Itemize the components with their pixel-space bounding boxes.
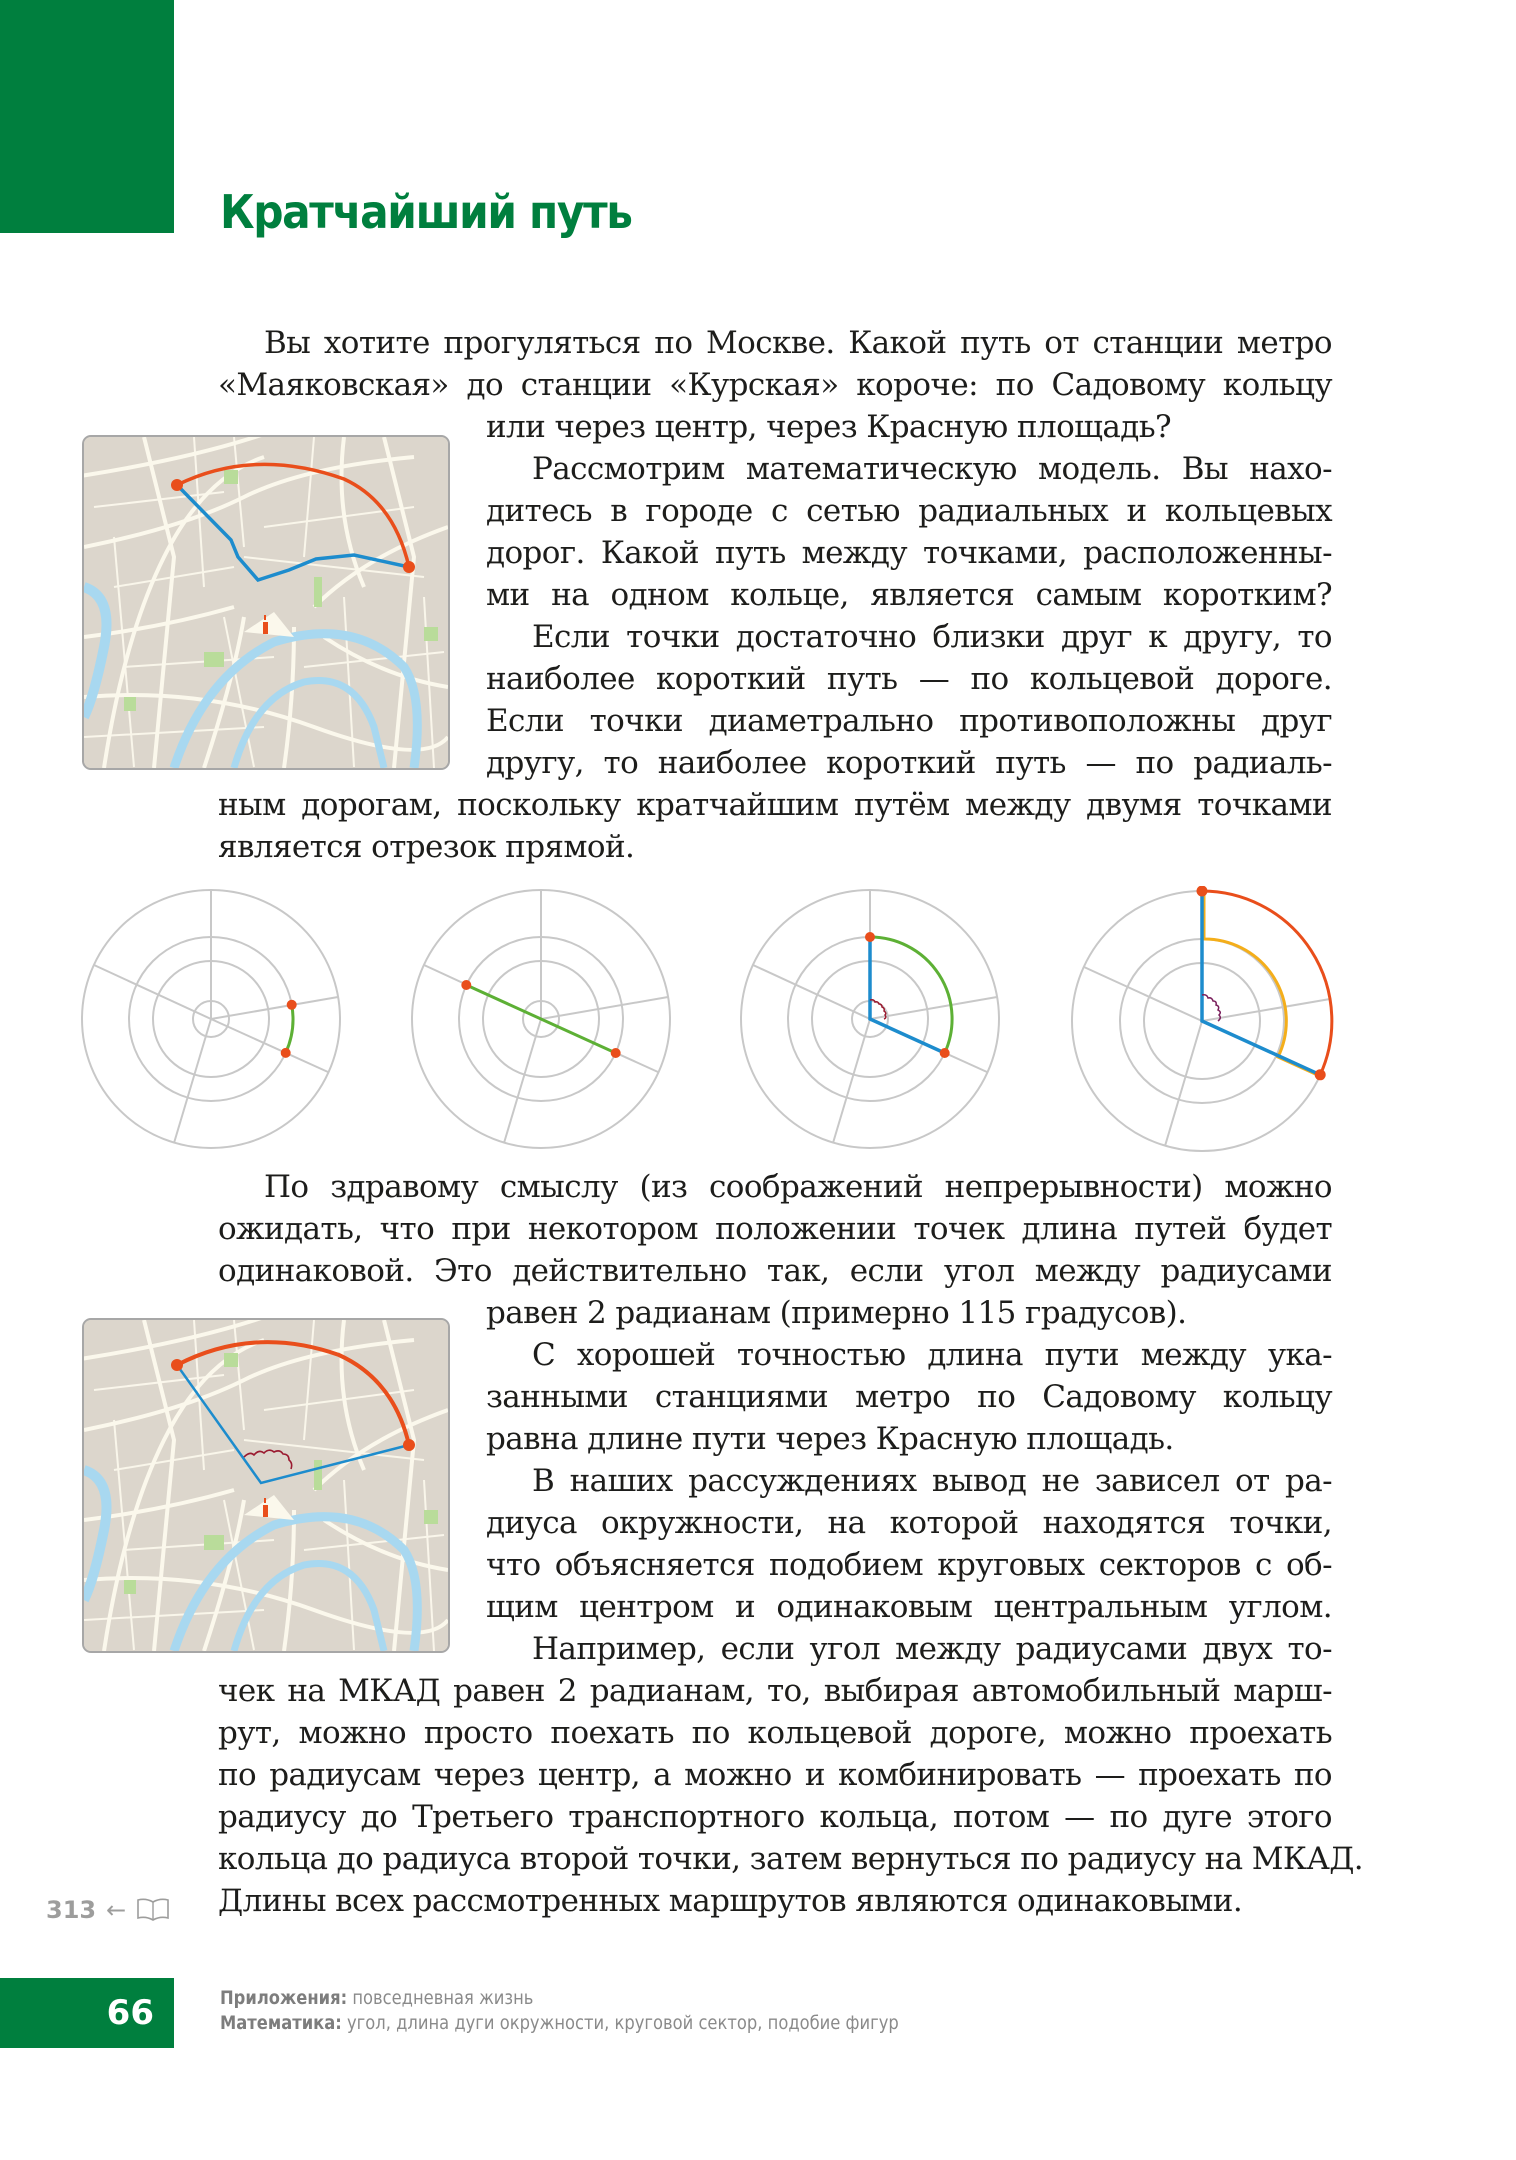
- header-color-block: [0, 0, 174, 233]
- text-line: чек на МКАД равен 2 радианам, то, выбирая автомобильный марш-: [218, 1673, 1332, 1709]
- text-line: Длины всех рассмотренных маршрутов являются одинаковыми.: [218, 1883, 1243, 1919]
- text-line: по радиусам через центр, а можно и комбинировать — проехать по: [218, 1757, 1332, 1793]
- text-line: кольца до радиуса второй точки, затем вернуться по радиусу на МКАД.: [218, 1841, 1364, 1877]
- applications-value: повседневная жизнь: [352, 1987, 534, 2009]
- text-line: или через центр, через Красную площадь?: [486, 409, 1172, 445]
- text-line: является отрезок прямой.: [218, 829, 635, 865]
- map-figure-2: [82, 1318, 450, 1653]
- ring-diagram-4: [1065, 886, 1340, 1161]
- text-line: что объясняется подобием круговых секторов с об-: [486, 1547, 1332, 1583]
- text-line: С хорошей точностью длина пути между ука-: [532, 1337, 1332, 1373]
- text-line: диуса окружности, на которой находятся точки,: [486, 1505, 1332, 1541]
- moscow-map-illustration: [84, 1320, 448, 1651]
- text-line: Рассмотрим математическую модель. Вы нахо-: [532, 451, 1332, 487]
- text-line: равна длине пути через Красную площадь.: [486, 1421, 1174, 1457]
- book-icon: [136, 1897, 170, 1923]
- applications-label: Приложения:: [220, 1987, 348, 2009]
- text-line: щим центром и одинаковым центральным углом.: [486, 1589, 1332, 1625]
- footer-metadata: [220, 1986, 899, 2036]
- math-label: Математика:: [220, 2012, 342, 2034]
- text-line: «Маяковская» до станции «Курская» короче: по Садовому кольцу: [218, 367, 1332, 403]
- ring-diagram-2: [406, 886, 676, 1156]
- text-line: дорог. Какой путь между точками, расположенны-: [486, 535, 1332, 571]
- math-value: угол, длина дуги окружности, круговой сектор, подобие фигур: [346, 2012, 899, 2034]
- text-line: другу, то наиболее короткий путь — по радиаль-: [486, 745, 1332, 781]
- text-line: Если точки достаточно близки друг к другу, то: [532, 619, 1332, 655]
- page-number-box: [0, 1978, 174, 2048]
- text-line: ным дорогам, поскольку кратчайшим путём между двумя точками: [218, 787, 1332, 823]
- map-figure-1: [82, 435, 450, 770]
- ring-diagram-3: [735, 886, 1005, 1156]
- text-line: Например, если угол между радиусами двух то-: [532, 1631, 1332, 1667]
- text-line: рут, можно просто поехать по кольцевой дороге, можно проехать: [218, 1715, 1332, 1751]
- applications-line: [220, 1986, 899, 2011]
- ring-diagram-1: [76, 886, 346, 1156]
- moscow-map-illustration: [84, 437, 448, 768]
- text-line: одинаковой. Это действительно так, если угол между радиусами: [218, 1253, 1332, 1289]
- page-number: 66: [106, 1993, 154, 2033]
- text-line: радиусу до Третьего транспортного кольца, потом — по дуге этого: [218, 1799, 1332, 1835]
- text-line: наиболее короткий путь — по кольцевой дороге.: [486, 661, 1332, 697]
- text-line: ми на одном кольце, является самым коротким?: [486, 577, 1332, 613]
- page-reference[interactable]: [46, 1896, 170, 1924]
- text-line: дитесь в городе с сетью радиальных и кольцевых: [486, 493, 1332, 529]
- text-line: В наших рассуждениях вывод не зависел от ра-: [532, 1463, 1332, 1499]
- math-line: [220, 2011, 899, 2036]
- reference-page-number: 313: [46, 1896, 97, 1924]
- page-title: Кратчайший путь: [220, 185, 632, 239]
- text-line: равен 2 радианам (примерно 115 градусов).: [486, 1295, 1187, 1331]
- text-line: Если точки диаметрально противоположны друг: [486, 703, 1332, 739]
- arrow-left-icon: ←: [106, 1896, 127, 1924]
- text-line: По здравому смыслу (из соображений непрерывности) можно: [264, 1169, 1332, 1205]
- text-line: занными станциями метро по Садовому кольцу: [486, 1379, 1332, 1415]
- text-line: Вы хотите прогуляться по Москве. Какой путь от станции метро: [264, 325, 1332, 361]
- text-line: ожидать, что при некотором положении точек длина путей будет: [218, 1211, 1332, 1247]
